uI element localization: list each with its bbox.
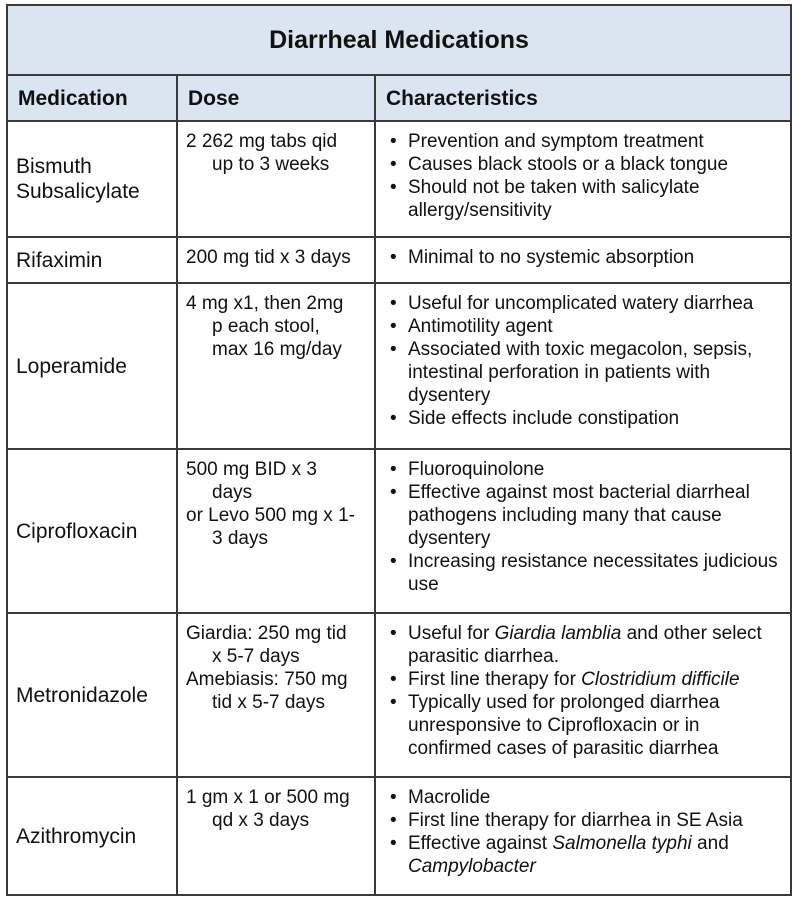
characteristics-cell — [375, 237, 791, 283]
characteristic-text: Side effects include constipation — [408, 408, 680, 429]
characteristic-text: Should not be taken with salicylate allergy/sensitivity — [408, 177, 700, 221]
characteristic-text: Giardia lamblia — [494, 623, 622, 644]
characteristic-text: Salmonella typhi — [552, 833, 692, 854]
dose-line: tid x 5-7 days — [212, 692, 325, 713]
medication-name: Subsalicylate — [16, 180, 140, 203]
characteristics-cell — [375, 283, 791, 449]
list-item — [382, 246, 782, 269]
characteristic-text: Fluoroquinolone — [408, 459, 545, 480]
characteristic-text: and other select parasitic diarrhea. — [408, 623, 762, 667]
dose-cell — [177, 777, 375, 895]
list-item — [382, 315, 782, 338]
dose-line: 1 gm x 1 or 500 mg — [186, 787, 350, 808]
table-row — [7, 121, 791, 237]
table-title: Diarrheal Medications — [7, 5, 791, 75]
header-row — [7, 75, 791, 121]
characteristic-text: and — [691, 833, 729, 854]
header-medication: Medication — [7, 75, 177, 121]
characteristic-text: Increasing resistance necessitates judicious use — [408, 551, 778, 595]
dose-line: or Levo 500 mg x 1- — [186, 505, 355, 526]
list-item — [382, 550, 782, 596]
characteristics-list — [382, 458, 782, 596]
table-row — [7, 613, 791, 777]
dose-line: max 16 mg/day — [212, 339, 342, 360]
medication-name: Metronidazole — [16, 683, 148, 707]
list-item — [382, 292, 782, 315]
medication-name: Azithromycin — [16, 824, 137, 848]
medication-cell — [7, 121, 177, 237]
characteristic-text: Minimal to no systemic absorption — [408, 247, 695, 268]
medication-name: Loperamide — [16, 354, 127, 378]
characteristic-text: First line therapy for diarrhea in SE Asia — [408, 810, 743, 831]
characteristic-text: Macrolide — [408, 787, 491, 808]
dose-line: Giardia: 250 mg tid — [186, 623, 347, 644]
dose-line: 200 mg tid x 3 days — [186, 247, 351, 268]
dose-line: 2 262 mg tabs qid — [186, 131, 338, 152]
characteristic-text: Effective against — [408, 833, 553, 854]
characteristic-text: Useful for uncomplicated watery diarrhea — [408, 293, 754, 314]
characteristics-cell — [375, 121, 791, 237]
table-row — [7, 283, 791, 449]
header-characteristics: Characteristics — [375, 75, 791, 121]
dose-cell — [177, 449, 375, 613]
dose-cell — [177, 283, 375, 449]
characteristic-text: Prevention and symptom treatment — [408, 131, 704, 152]
medication-cell — [7, 237, 177, 283]
list-item — [382, 407, 782, 430]
header-dose: Dose — [177, 75, 375, 121]
characteristic-text: Causes black stools or a black tongue — [408, 154, 729, 175]
table-row — [7, 777, 791, 895]
characteristics-cell — [375, 449, 791, 613]
medication-cell — [7, 283, 177, 449]
dose-line: 4 mg x1, then 2mg — [186, 293, 344, 314]
characteristics-list — [382, 786, 782, 878]
dose-cell — [177, 237, 375, 283]
medications-table-wrapper — [6, 4, 790, 896]
list-item — [382, 153, 782, 176]
characteristics-list — [382, 130, 782, 222]
dose-line: 500 mg BID x 3 — [186, 459, 317, 480]
characteristics-list — [382, 622, 782, 760]
medications-table — [6, 4, 792, 896]
dose-line: Amebiasis: 750 mg — [186, 669, 348, 690]
characteristic-text: Useful for — [408, 623, 495, 644]
list-item — [382, 809, 782, 832]
characteristic-text: Clostridium difficile — [581, 669, 740, 690]
dose-line: p each stool, — [212, 316, 320, 337]
list-item — [382, 338, 782, 407]
table-row — [7, 237, 791, 283]
list-item — [382, 130, 782, 153]
dose-line: days — [212, 482, 253, 503]
table-row — [7, 449, 791, 613]
list-item — [382, 176, 782, 222]
dose-line: x 5-7 days — [212, 646, 300, 667]
table-body — [7, 5, 791, 895]
characteristic-text: Associated with toxic megacolon, sepsis, intestinal perforation in patients with dysentery — [408, 339, 753, 406]
characteristic-text: Antimotility agent — [408, 316, 553, 337]
characteristic-text: First line therapy for — [408, 669, 582, 690]
characteristics-cell — [375, 777, 791, 895]
characteristics-list — [382, 246, 782, 269]
list-item — [382, 458, 782, 481]
list-item — [382, 481, 782, 550]
dose-line: up to 3 weeks — [212, 154, 330, 175]
list-item — [382, 691, 782, 760]
medication-name: Ciprofloxacin — [16, 519, 138, 543]
characteristics-list — [382, 292, 782, 430]
medication-cell — [7, 449, 177, 613]
characteristics-cell — [375, 613, 791, 777]
list-item — [382, 786, 782, 809]
medication-cell — [7, 613, 177, 777]
list-item — [382, 622, 782, 668]
list-item — [382, 832, 782, 878]
characteristic-text: Effective against most bacterial diarrheal pathogens including many that cause dysentery — [408, 482, 750, 549]
dose-line: qd x 3 days — [212, 810, 310, 831]
list-item — [382, 668, 782, 691]
dose-line: 3 days — [212, 528, 268, 549]
characteristic-text: Typically used for prolonged diarrhea unresponsive to Ciprofloxacin or in confirmed cases of parasitic diarrhea — [408, 692, 720, 759]
medication-name: Bismuth — [16, 155, 92, 178]
medication-cell — [7, 777, 177, 895]
dose-cell — [177, 613, 375, 777]
title-row — [7, 5, 791, 75]
dose-cell — [177, 121, 375, 237]
characteristic-text: Campylobacter — [408, 856, 536, 877]
medication-name: Rifaximin — [16, 248, 103, 272]
